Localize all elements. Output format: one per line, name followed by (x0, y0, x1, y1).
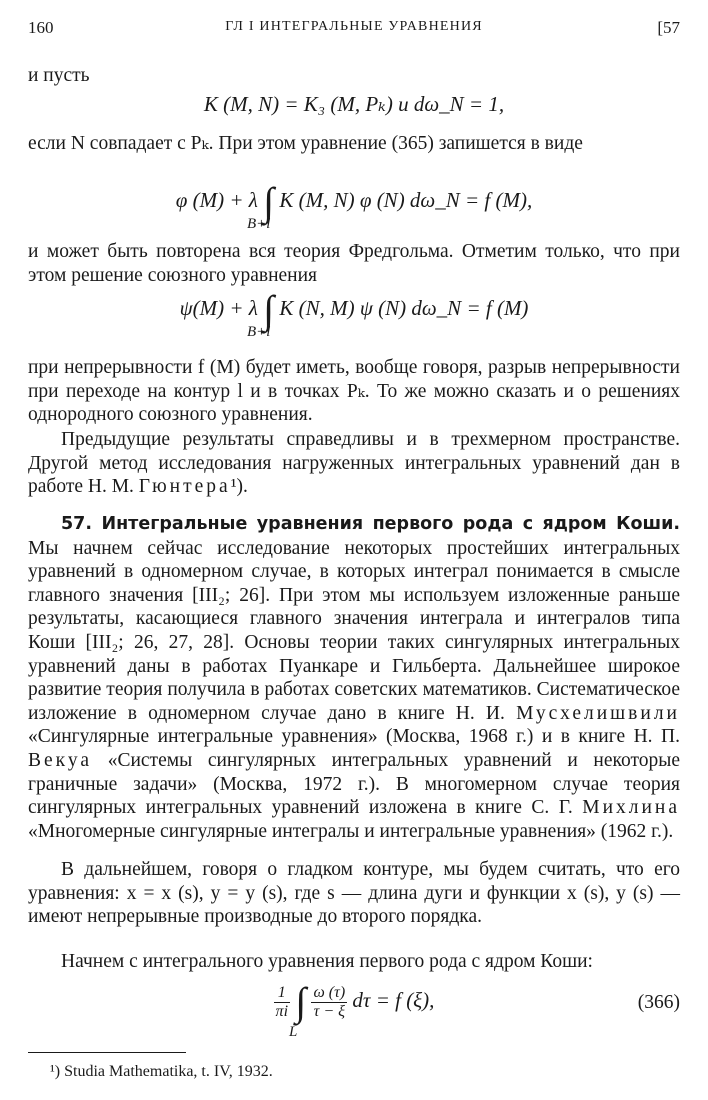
equation-kernel-definition: K (M, N) = K₃ (M, Pₖ) и dω_N = 1, (203, 92, 505, 116)
intro-line: и пусть (28, 65, 90, 86)
paragraph-discontinuity: при непрерывности f (M) будет иметь, вообще говоря, разрыв непрерывности при переходе на контур l и в точках Pₖ. То же можно сказать и о решениях однородного союзного уравнения. (28, 357, 680, 426)
p5b-text: «Сингулярные интегральные уравнения» (Москва, 1968 г.) и в книге Н. П. (28, 726, 680, 748)
integral-sign: ∫ (295, 979, 307, 1024)
section-title: 57. Интегральные уравнения первого рода с ядром Коши. (61, 514, 680, 534)
p4-text: Предыдущие результаты справедливы и в трехмерном пространстве. Другой метод исследования нагруженных интегральных уравнений дан в работе Н. М. (28, 429, 680, 498)
paragraph-condition: если N совпадает с Pₖ. При этом уравнение (365) запишется в виде (28, 133, 583, 154)
kernel-numerator: ω (τ) (313, 983, 346, 1001)
running-title: ГЛ I ИНТЕГРАЛЬНЫЕ УРАВНЕНИЯ (225, 19, 483, 34)
paragraph-three-dimensional (28, 428, 680, 499)
eq3-domain: B+l (247, 324, 271, 340)
footnote-mark: ¹). (230, 476, 248, 498)
eq2-right: K (M, N) φ (N) dω_N = f (M), (279, 187, 533, 212)
integral-sign: ∫ (263, 179, 275, 224)
eq3-right: K (N, M) ψ (N) dω_N = f (M) (279, 295, 529, 320)
coefficient-denominator: πi (275, 1002, 289, 1020)
p5c-text: «Системы сингулярных интегральных уравнений и некоторые граничные задачи» (Москва, 1972 г.). В многомерном случае теория сингулярных интегральных уравнений изложена в книге С. Г. (28, 749, 681, 819)
author-name: Гюнтера (138, 476, 231, 498)
eq2-left: φ (M) + λ (175, 187, 258, 212)
author-name: Мусхелишвили (516, 702, 680, 724)
page-header (28, 18, 680, 42)
kernel-fraction (311, 984, 347, 1021)
eq4-tail: dτ = f (ξ), (352, 987, 435, 1012)
section-57 (28, 512, 680, 843)
paragraph-cauchy-equation: Начнем с интегрального уравнения первого рода с ядром Коши: (61, 951, 593, 972)
paragraph-fredholm-theory: и может быть повторена вся теория Фредгольма. Отметим только, что при этом решение союзного уравнения (28, 241, 680, 286)
paragraph-smooth-contour: В дальнейшем, говоря о гладком контуре, мы будем считать, что его уравнения: x = x (s), y = y (s), где s — длина дуги и функции x (s), y (s) — имеют непрерывные производные до второго порядка. (28, 859, 680, 928)
author-name: Векуа (28, 749, 93, 771)
eq2-domain: B+l (247, 216, 271, 232)
kernel-denominator: τ − ξ (313, 1002, 346, 1020)
eq4-contour: L (289, 1024, 298, 1040)
p5d-text: «Многомерные сингулярные интегралы и интегральные уравнения» (1962 г.). (28, 820, 674, 842)
footnote: ¹) Studia Mathematika, t. IV, 1932. (50, 1063, 273, 1080)
author-name: Михлина (582, 797, 681, 819)
eq3-left: ψ(M) + λ (179, 295, 258, 320)
footnote-rule (28, 1052, 186, 1053)
coefficient-numerator: 1 (274, 984, 290, 1003)
equation-number: (366) (637, 992, 680, 1013)
section-reference: [57 (657, 18, 680, 37)
p5-text: Мы начнем сейчас исследование некоторых простейших интегральных уравнений в одномерном случае, в которых интеграл понимается в смысле главного значения [III₂; 26]. При этом мы используем изложенные раньше результаты, касающиеся главного значения интеграла и интегралов типа Коши [III₂; 26, 27, 28]. Основы теории таких сингулярных интегральных уравнений даны в работах Пуанкаре и Гильберта. Дальнейшее широкое развитие теория получила в работах советских математиков. Систематическое изложение в одномерном случае дано в книге Н. И. (28, 537, 680, 724)
page-number: 160 (28, 18, 54, 37)
coefficient-fraction (274, 984, 290, 1021)
equation-366 (0, 979, 708, 1024)
integral-sign: ∫ (263, 287, 275, 332)
